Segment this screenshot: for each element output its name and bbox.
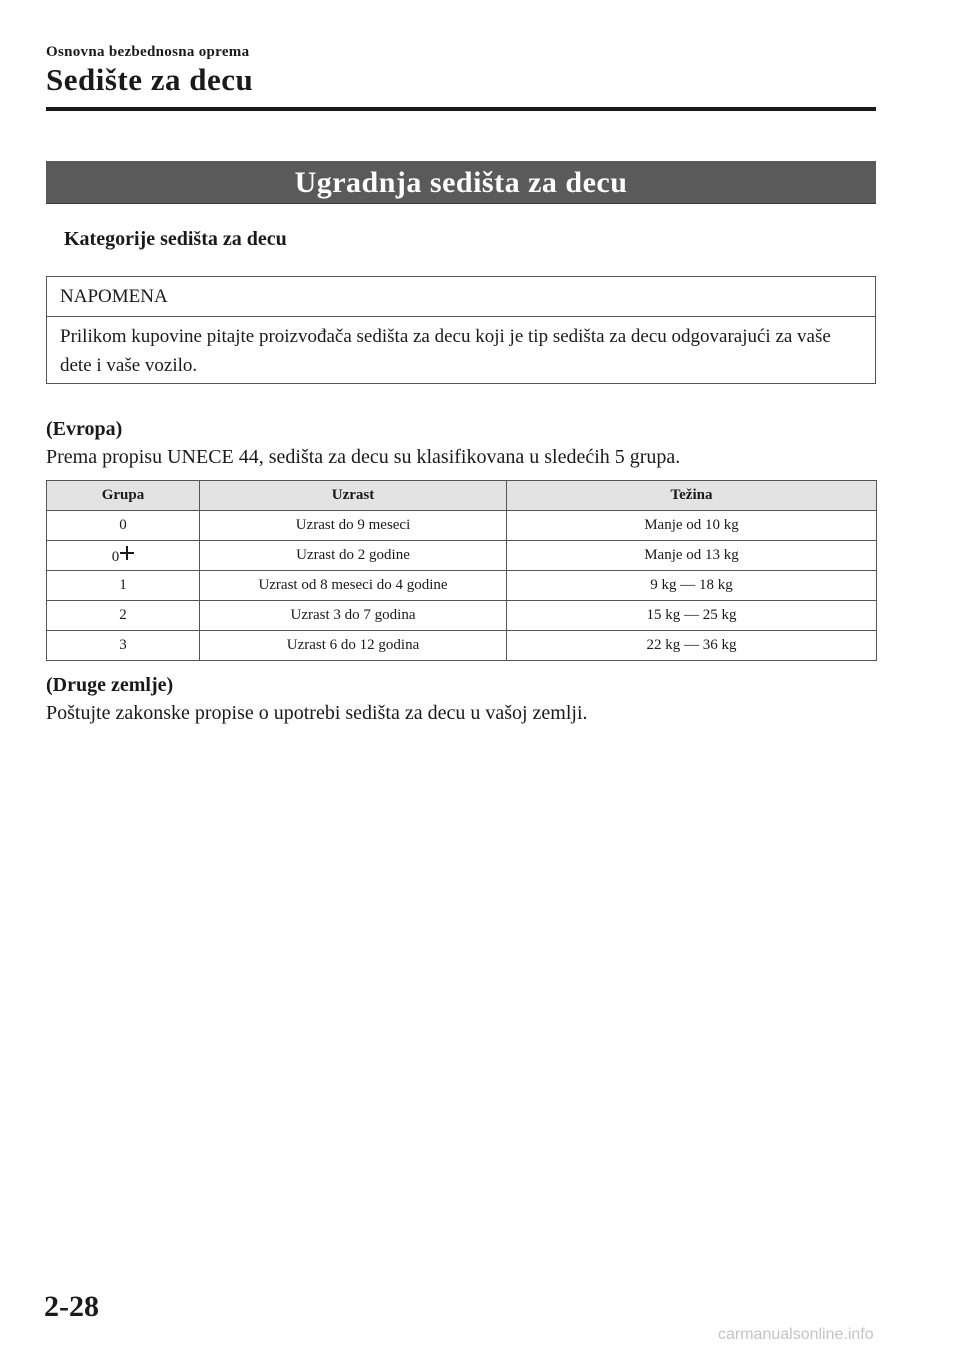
- group-value: 0: [111, 548, 120, 565]
- section-label: Osnovna bezbednosna oprema: [46, 44, 250, 60]
- europe-label: (Evropa): [46, 418, 123, 440]
- cell-age: Uzrast 6 do 12 godina: [200, 631, 507, 661]
- cell-weight: Manje od 10 kg: [507, 511, 877, 541]
- other-countries-text: Poštujte zakonske propise o upotrebi sedišta za decu u vašoj zemlji.: [46, 702, 588, 724]
- header-group: Grupa: [47, 481, 200, 511]
- cell-group: 0: [47, 511, 200, 541]
- cell-weight: Manje od 13 kg: [507, 541, 877, 571]
- cell-age: Uzrast do 9 meseci: [200, 511, 507, 541]
- subheading: Kategorije sedišta za decu: [64, 228, 287, 250]
- note-heading: NAPOMENA: [47, 277, 875, 317]
- other-countries-label: (Druge zemlje): [46, 674, 174, 696]
- cell-weight: 15 kg — 25 kg: [507, 601, 877, 631]
- page-number: 2-28: [44, 1290, 99, 1323]
- cell-age: Uzrast do 2 godine: [200, 541, 507, 571]
- cell-weight: 9 kg — 18 kg: [507, 571, 877, 601]
- cell-age: Uzrast 3 do 7 godina: [200, 601, 507, 631]
- plus-icon: [120, 546, 134, 560]
- cell-group: 3: [47, 631, 200, 661]
- section-banner: Ugradnja sedišta za decu: [46, 161, 876, 204]
- watermark: carmanualsonline.info: [718, 1326, 874, 1343]
- table-row: [47, 541, 877, 571]
- table-header-row: [47, 481, 877, 511]
- header-age: Uzrast: [200, 481, 507, 511]
- table-row: [47, 511, 877, 541]
- table-row: [47, 571, 877, 601]
- child-seat-groups-table: [46, 480, 877, 661]
- table-row: [47, 631, 877, 661]
- cell-group: 1: [47, 571, 200, 601]
- cell-weight: 22 kg — 36 kg: [507, 631, 877, 661]
- cell-group: 2: [47, 601, 200, 631]
- note-text: Prilikom kupovine pitajte proizvođača sedišta za decu koji je tip sedišta za decu odgovarajući za vaše dete i vaše vozilo.: [60, 326, 831, 376]
- cell-age: Uzrast od 8 meseci do 4 godine: [200, 571, 507, 601]
- header-weight: Težina: [507, 481, 877, 511]
- page-title: Sedište za decu: [46, 62, 254, 97]
- header-rule: [46, 107, 876, 111]
- europe-text: Prema propisu UNECE 44, sedišta za decu su klasifikovana u sledećih 5 grupa.: [46, 446, 681, 468]
- table-row: [47, 601, 877, 631]
- note-box: [46, 276, 876, 384]
- cell-group: [47, 541, 200, 571]
